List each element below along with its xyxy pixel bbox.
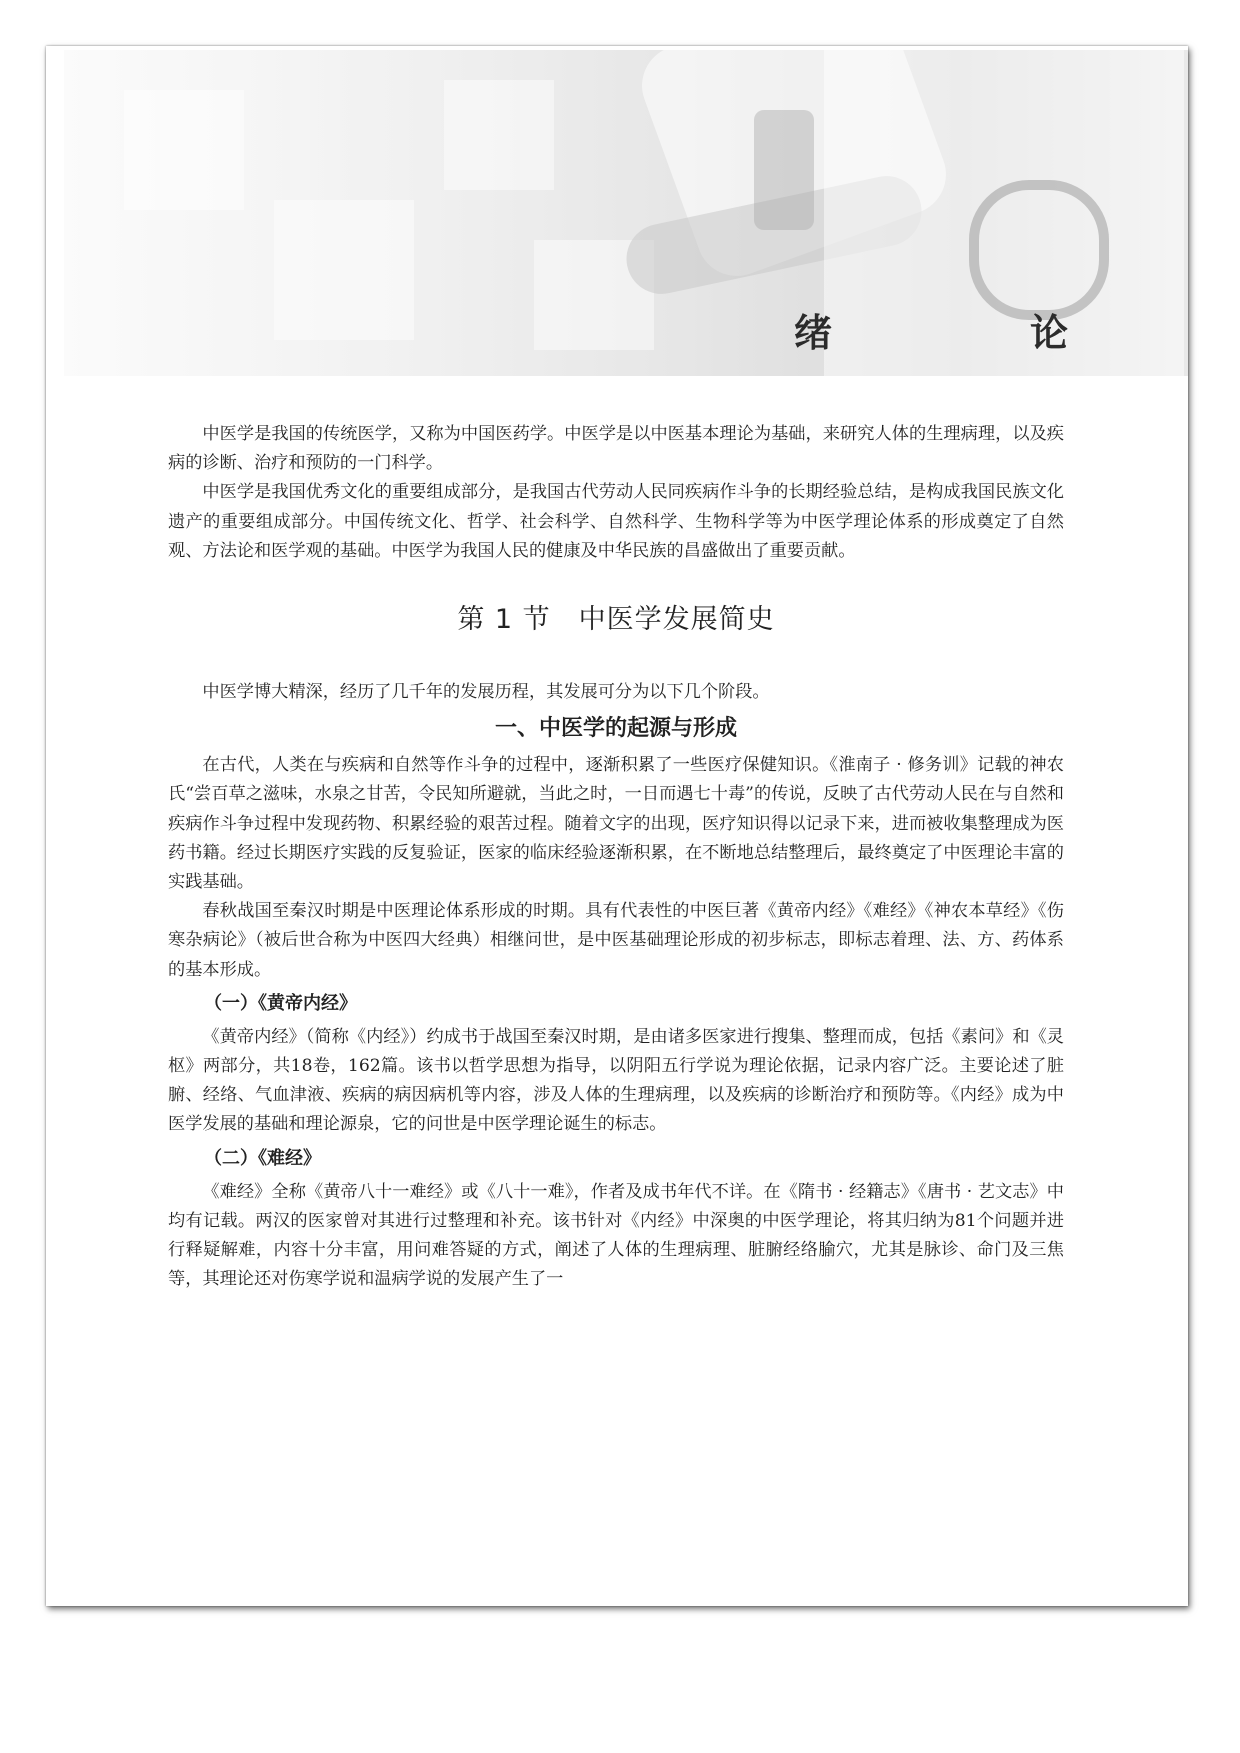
body-paragraph: 《黄帝内经》（简称《内经》）约成书于战国至秦汉时期，是由诸多医家进行搜集、整理而成，包括《素问》和《灵枢》两部分，共18卷，162篇。该书以哲学思想为指导，以阴阳五行学说为理论依据，记录内容广泛。主要论述了脏腑、经络、气血津液、疾病的病因病机等内容，涉及人体的生理病理，以及疾病的诊断治疗和预防等。《内经》成为中医学发展的基础和理论源泉，它的问世是中医学理论诞生的标志。 — [168, 1026, 1064, 1135]
banner-tile — [124, 90, 244, 210]
section-title: 第 1 节 中医学发展简史 — [457, 604, 775, 636]
body-paragraph: 春秋战国至秦汉时期是中医理论体系形成的时期。具有代表性的中医巨著《黄帝内经》《难经》《神农本草经》《伤寒杂病论》（被后世合称为中医四大经典）相继问世，是中医基础理论形成的初步标志，即标志着理、法、方、药体系的基本形成。 — [168, 901, 1064, 980]
pen-shape — [754, 110, 814, 230]
page-content — [168, 420, 1064, 1294]
section-lead: 中医学博大精深，经历了几千年的发展历程，其发展可分为以下几个阶段。 — [202, 682, 770, 703]
subsection-title: 一、中医学的起源与形成 — [494, 715, 737, 742]
banner-tile — [444, 80, 554, 190]
chapter-banner-image — [64, 50, 1188, 376]
banner-tile — [274, 200, 414, 340]
stethoscope-icon — [969, 180, 1109, 320]
body-paragraph: 《难经》全称《黄帝八十一难经》或《八十一难》，作者及成书年代不详。在《隋书 · 经籍志》《唐书 · 艺文志》中均有记载。两汉的医家曾对其进行过整理和补充。该书针对《内经》中深奥的中医学理论，将其归纳为81个问题并进行释疑解难，内容十分丰富，用问难答疑的方式，阐述了人体的生理病理、脏腑经络腧穴，尤其是脉诊、命门及三焦等，其理论还对伤寒学说和温病学说的发展产生了一 — [168, 1181, 1064, 1290]
chapter-title: 绪 论 — [793, 311, 1148, 355]
intro-paragraph: 中医学是我国优秀文化的重要组成部分，是我国古代劳动人民同疾病作斗争的长期经验总结，是构成我国民族文化遗产的重要组成部分。中国传统文化、哲学、社会科学、自然科学、生物科学等为中医学理论体系的形成奠定了自然观、方法论和医学观的基础。中医学为我国人民的健康及中华民族的昌盛做出了重要贡献。 — [168, 482, 1064, 561]
intro-paragraph: 中医学是我国的传统医学，又称为中国医药学。中医学是以中医基本理论为基础，来研究人体的生理病理，以及疾病的诊断、治疗和预防的一门科学。 — [168, 424, 1064, 474]
item-heading-huangdi-neijing: （一）《黄帝内经》 — [204, 992, 357, 1014]
item-heading-nanjing: （二）《难经》 — [204, 1147, 321, 1169]
book-page — [46, 46, 1188, 1606]
body-paragraph: 在古代，人类在与疾病和自然等作斗争的过程中，逐渐积累了一些医疗保健知识。《淮南子 · 修务训》记载的神农氏“尝百草之滋味，水泉之甘苦，令民知所避就，当此之时，一日而遇七十毒”的传说，反映了古代劳动人民在与自然和疾病作斗争过程中发现药物、积累经验的艰苦过程。随着文字的出现，医疗知识得以记录下来，进而被收集整理成为医药书籍。经过长期医疗实践的反复验证，医家的临床经验逐渐积累，在不断地总结整理后，最终奠定了中医理论丰富的实践基础。 — [168, 755, 1064, 893]
